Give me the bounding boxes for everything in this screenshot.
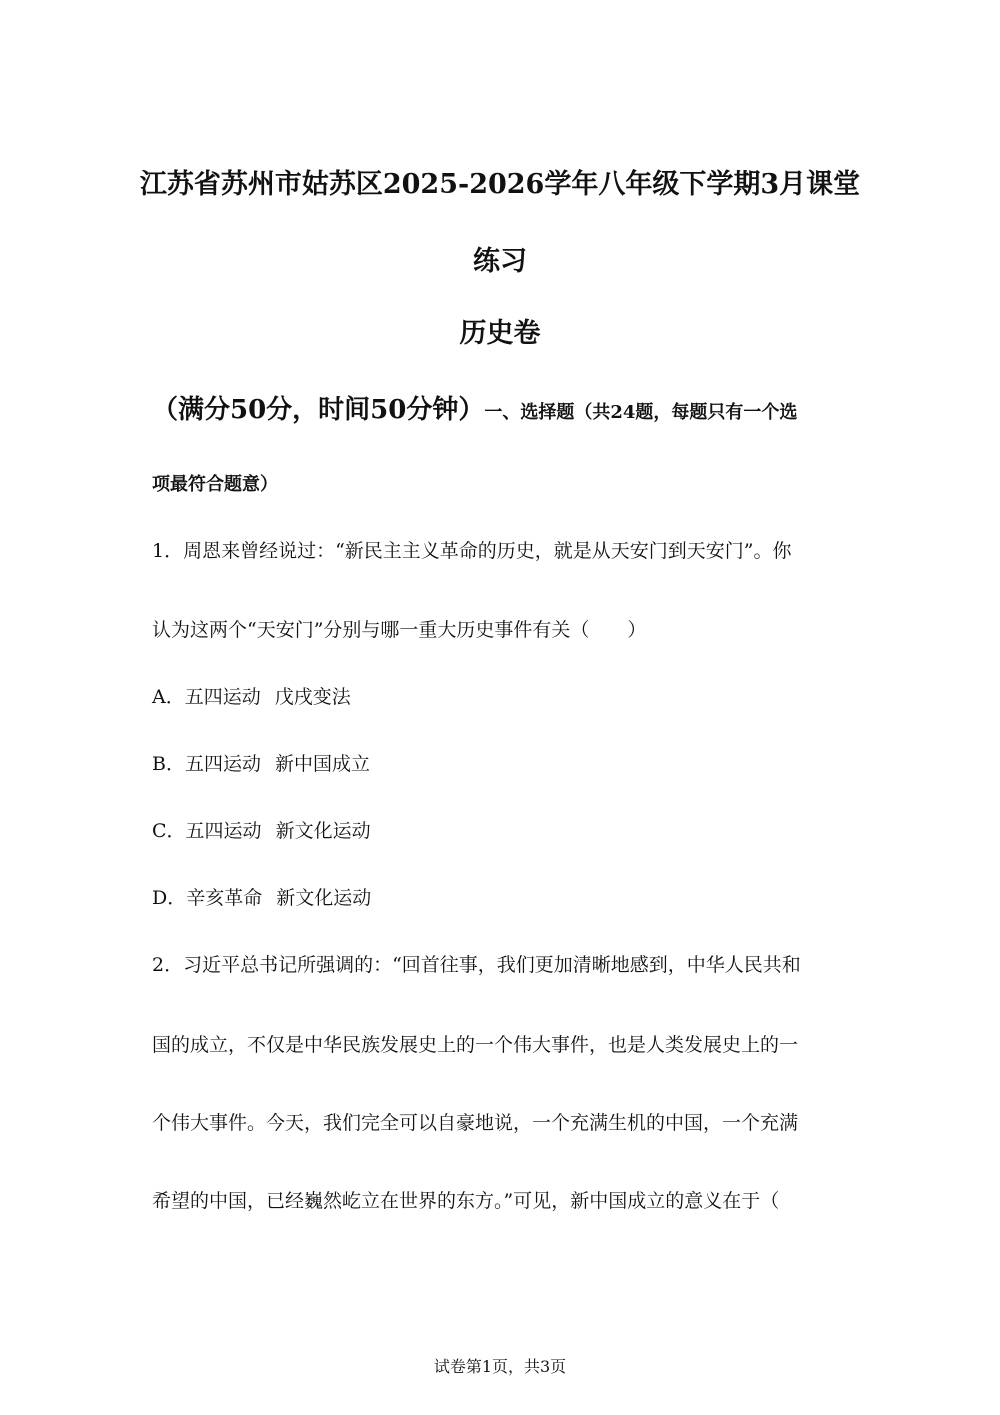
- question-1-option-d: [152, 885, 852, 911]
- question-2-stem-line1: 2．习近平总书记所强调的：“回首往事，我们更加清晰地感到，中华人民共和: [152, 954, 801, 976]
- question-2-stem-line4: 希望的中国，已经巍然屹立在世界的东方。”可见，新中国成立的意义在于（: [152, 1190, 780, 1212]
- option-text: 新中国成立: [274, 753, 370, 775]
- option-text: 五四运动: [185, 820, 262, 842]
- exam-title-line2: 练习: [473, 246, 527, 277]
- option-letter: C．: [152, 820, 186, 842]
- option-text: 新文化运动: [275, 820, 371, 842]
- option-letter: B．: [152, 753, 185, 775]
- option-text: 五四运动: [184, 686, 261, 708]
- option-letter: A．: [152, 686, 185, 708]
- question-2-stem-line2: 国的成立，不仅是中华民族发展史上的一个伟大事件，也是人类发展史上的一: [152, 1034, 799, 1056]
- instructions-line: [152, 393, 852, 430]
- score-time-info: （满分50分，时间50分钟）: [152, 395, 485, 425]
- option-letter: D．: [152, 887, 187, 909]
- exam-subject: 历史卷: [459, 318, 541, 349]
- question-1-stem-line2: 认为这两个“天安门”分别与哪一重大历史事件有关（ ）: [152, 619, 647, 641]
- page-footer: 试卷第1页，共3页: [433, 1357, 567, 1376]
- option-text: 辛亥革命: [186, 887, 263, 909]
- question-1-option-a: [152, 684, 852, 710]
- section-heading-continued: 项最符合题意）: [152, 474, 278, 495]
- question-1-option-b: [152, 751, 852, 777]
- question-1-stem-line1: 1．周恩来曾经说过：“新民主主义革命的历史，就是从天安门到天安门”。你: [152, 540, 792, 562]
- exam-title-line1: 江苏省苏州市姑苏区2025-2026学年八年级下学期3月课堂: [139, 169, 861, 200]
- option-text: 五四运动: [184, 753, 261, 775]
- question-2-stem-line3: 个伟大事件。今天，我们完全可以自豪地说，一个充满生机的中国，一个充满: [152, 1112, 799, 1134]
- option-text: 新文化运动: [276, 887, 372, 909]
- option-text: 戊戌变法: [274, 686, 351, 708]
- section-heading: 一、选择题（共24题，每题只有一个选: [484, 402, 798, 423]
- question-1-option-c: [152, 818, 852, 844]
